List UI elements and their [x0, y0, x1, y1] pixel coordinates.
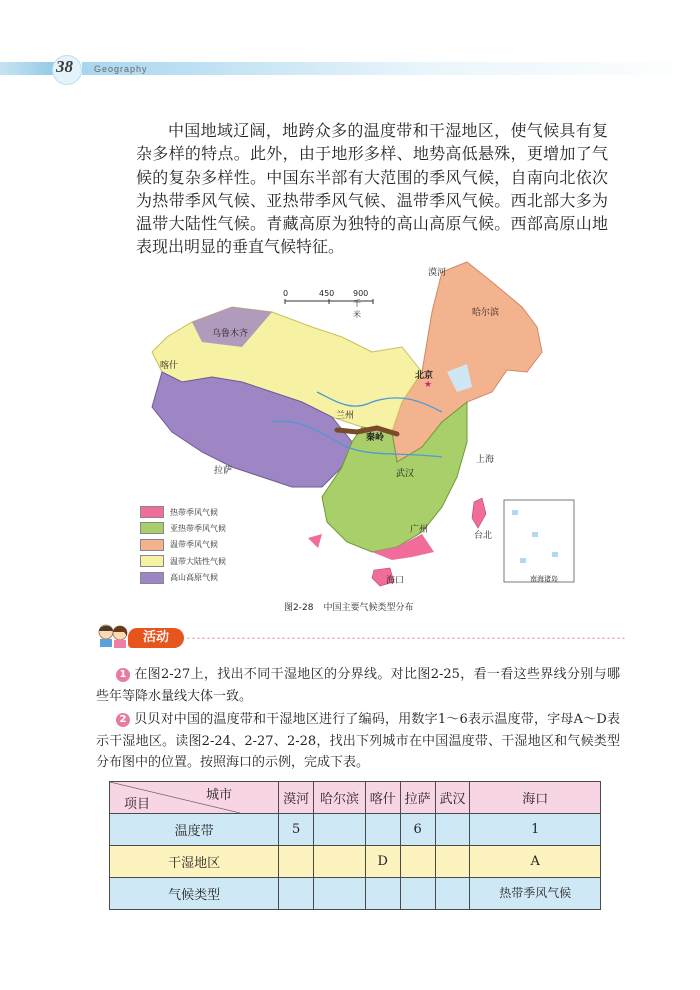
scale-mid: 450: [319, 289, 335, 298]
question-1-text: 在图2-27上，找出不同干湿地区的分界线。对比图2-25，看一看这些界线分别与哪些年等降水量线大体一致。: [96, 667, 620, 704]
header-city: 哈尔滨: [314, 782, 366, 814]
table-row: [110, 846, 601, 878]
city-guangzhou: 广州: [410, 525, 429, 535]
table-row: [110, 814, 601, 846]
city-climate-table: [109, 781, 601, 910]
inset-south-sea: 南海诸岛: [530, 575, 558, 583]
corner-top-label: 城市: [205, 788, 232, 803]
city-lhasa: 拉萨: [214, 466, 233, 476]
body-paragraph: 中国地域辽阔，地跨众多的温度带和干湿地区，使气候具有复杂多样的特点。此外，由于地形多样、地势高低悬殊，更增加了气候的复杂多样性。中国东半部有大范围的季风气候，自南向北依次为热带季风气候、亚热带季风气候、温带季风气候。西北部大多为温带大陆性气候。青藏高原为独特的高山高原气候。西部高原山地表现出明显的垂直气候特征。: [136, 121, 608, 257]
map-caption-number: 图2-28: [284, 603, 314, 613]
header-city: 喀什: [365, 782, 400, 814]
legend-label: 高山高原气候: [170, 573, 218, 583]
activity-divider: [186, 637, 626, 639]
question-2: [96, 709, 620, 774]
city-shanghai: 上海: [476, 455, 495, 465]
city-urumqi: 乌鲁木齐: [212, 329, 249, 339]
table-cell[interactable]: [314, 846, 366, 878]
kids-icon: [96, 622, 130, 652]
table-row: [110, 878, 601, 910]
table-cell[interactable]: 1: [470, 814, 601, 846]
capital-star-icon: ★: [424, 380, 433, 390]
table-cell[interactable]: [365, 814, 400, 846]
legend-label: 热带季风气候: [170, 507, 218, 517]
row-label: 气候类型: [110, 878, 279, 910]
legend-swatch: [140, 572, 164, 584]
legend-label: 亚热带季风气候: [170, 523, 226, 533]
table-corner-cell: [110, 782, 279, 814]
table-cell[interactable]: [400, 878, 435, 910]
city-kashgar: 喀什: [160, 361, 179, 371]
legend-swatch: [140, 539, 164, 551]
legend-item: [140, 505, 280, 519]
table-cell[interactable]: [435, 878, 470, 910]
table-cell[interactable]: [314, 878, 366, 910]
header-band-right: [82, 62, 700, 75]
legend-item: [140, 554, 280, 568]
map-legend: [140, 505, 280, 587]
table-cell[interactable]: A: [470, 846, 601, 878]
table-cell[interactable]: [279, 878, 314, 910]
table-cell[interactable]: 5: [279, 814, 314, 846]
corner-bottom-label: 项目: [124, 797, 151, 812]
header-city: 武汉: [435, 782, 470, 814]
table-cell[interactable]: [314, 814, 366, 846]
legend-item: [140, 521, 280, 535]
mountain-qinling: 秦岭: [366, 433, 385, 443]
city-wuhan: 武汉: [396, 469, 415, 479]
row-label: 温度带: [110, 814, 279, 846]
legend-label: 温带大陆性气候: [170, 556, 226, 566]
question-number-badge: 2: [116, 713, 130, 727]
scale-end: 900千米: [353, 289, 369, 319]
table-cell[interactable]: D: [365, 846, 400, 878]
page-number: 38: [56, 57, 73, 76]
table-cell[interactable]: 热带季风气候: [470, 878, 601, 910]
table-header-row: [110, 782, 601, 814]
scale-zero: 0: [283, 289, 289, 298]
city-harbin: 哈尔滨: [472, 308, 500, 318]
header-city: 漠河: [279, 782, 314, 814]
city-beijing: 北京: [415, 371, 434, 381]
table-cell[interactable]: [365, 878, 400, 910]
legend-swatch: [140, 555, 164, 567]
table-cell[interactable]: [435, 846, 470, 878]
city-mohe: 漠河: [428, 268, 447, 278]
table-cell[interactable]: [400, 846, 435, 878]
subject-label: Geography: [94, 64, 148, 74]
city-haikou: 海口: [386, 576, 405, 586]
table-cell[interactable]: [279, 846, 314, 878]
question-number-badge: 1: [116, 668, 130, 682]
map-caption: [284, 600, 413, 613]
legend-swatch: [140, 522, 164, 534]
legend-item: [140, 571, 280, 585]
legend-item: [140, 538, 280, 552]
legend-swatch: [140, 506, 164, 518]
legend-label: 温带季风气候: [170, 540, 218, 550]
table-cell[interactable]: [435, 814, 470, 846]
map-caption-title: 中国主要气候类型分布: [323, 603, 414, 613]
row-label: 干湿地区: [110, 846, 279, 878]
header-city: 拉萨: [400, 782, 435, 814]
activity-badge: 活动: [128, 628, 184, 648]
city-lanzhou: 兰州: [336, 411, 355, 421]
city-taipei: 台北: [474, 531, 493, 541]
question-2-text: 贝贝对中国的温度带和干湿地区进行了编码，用数字1～6表示温度带，字母A～D表示干湿地区。读图2-24、2-27、2-28，找出下列城市在中国温度带、干湿地区和气候类型分布图中的位置。按照海口的示例，完成下表。: [96, 712, 620, 770]
question-1: [96, 664, 620, 707]
header-city: 海口: [470, 782, 601, 814]
table-cell[interactable]: 6: [400, 814, 435, 846]
